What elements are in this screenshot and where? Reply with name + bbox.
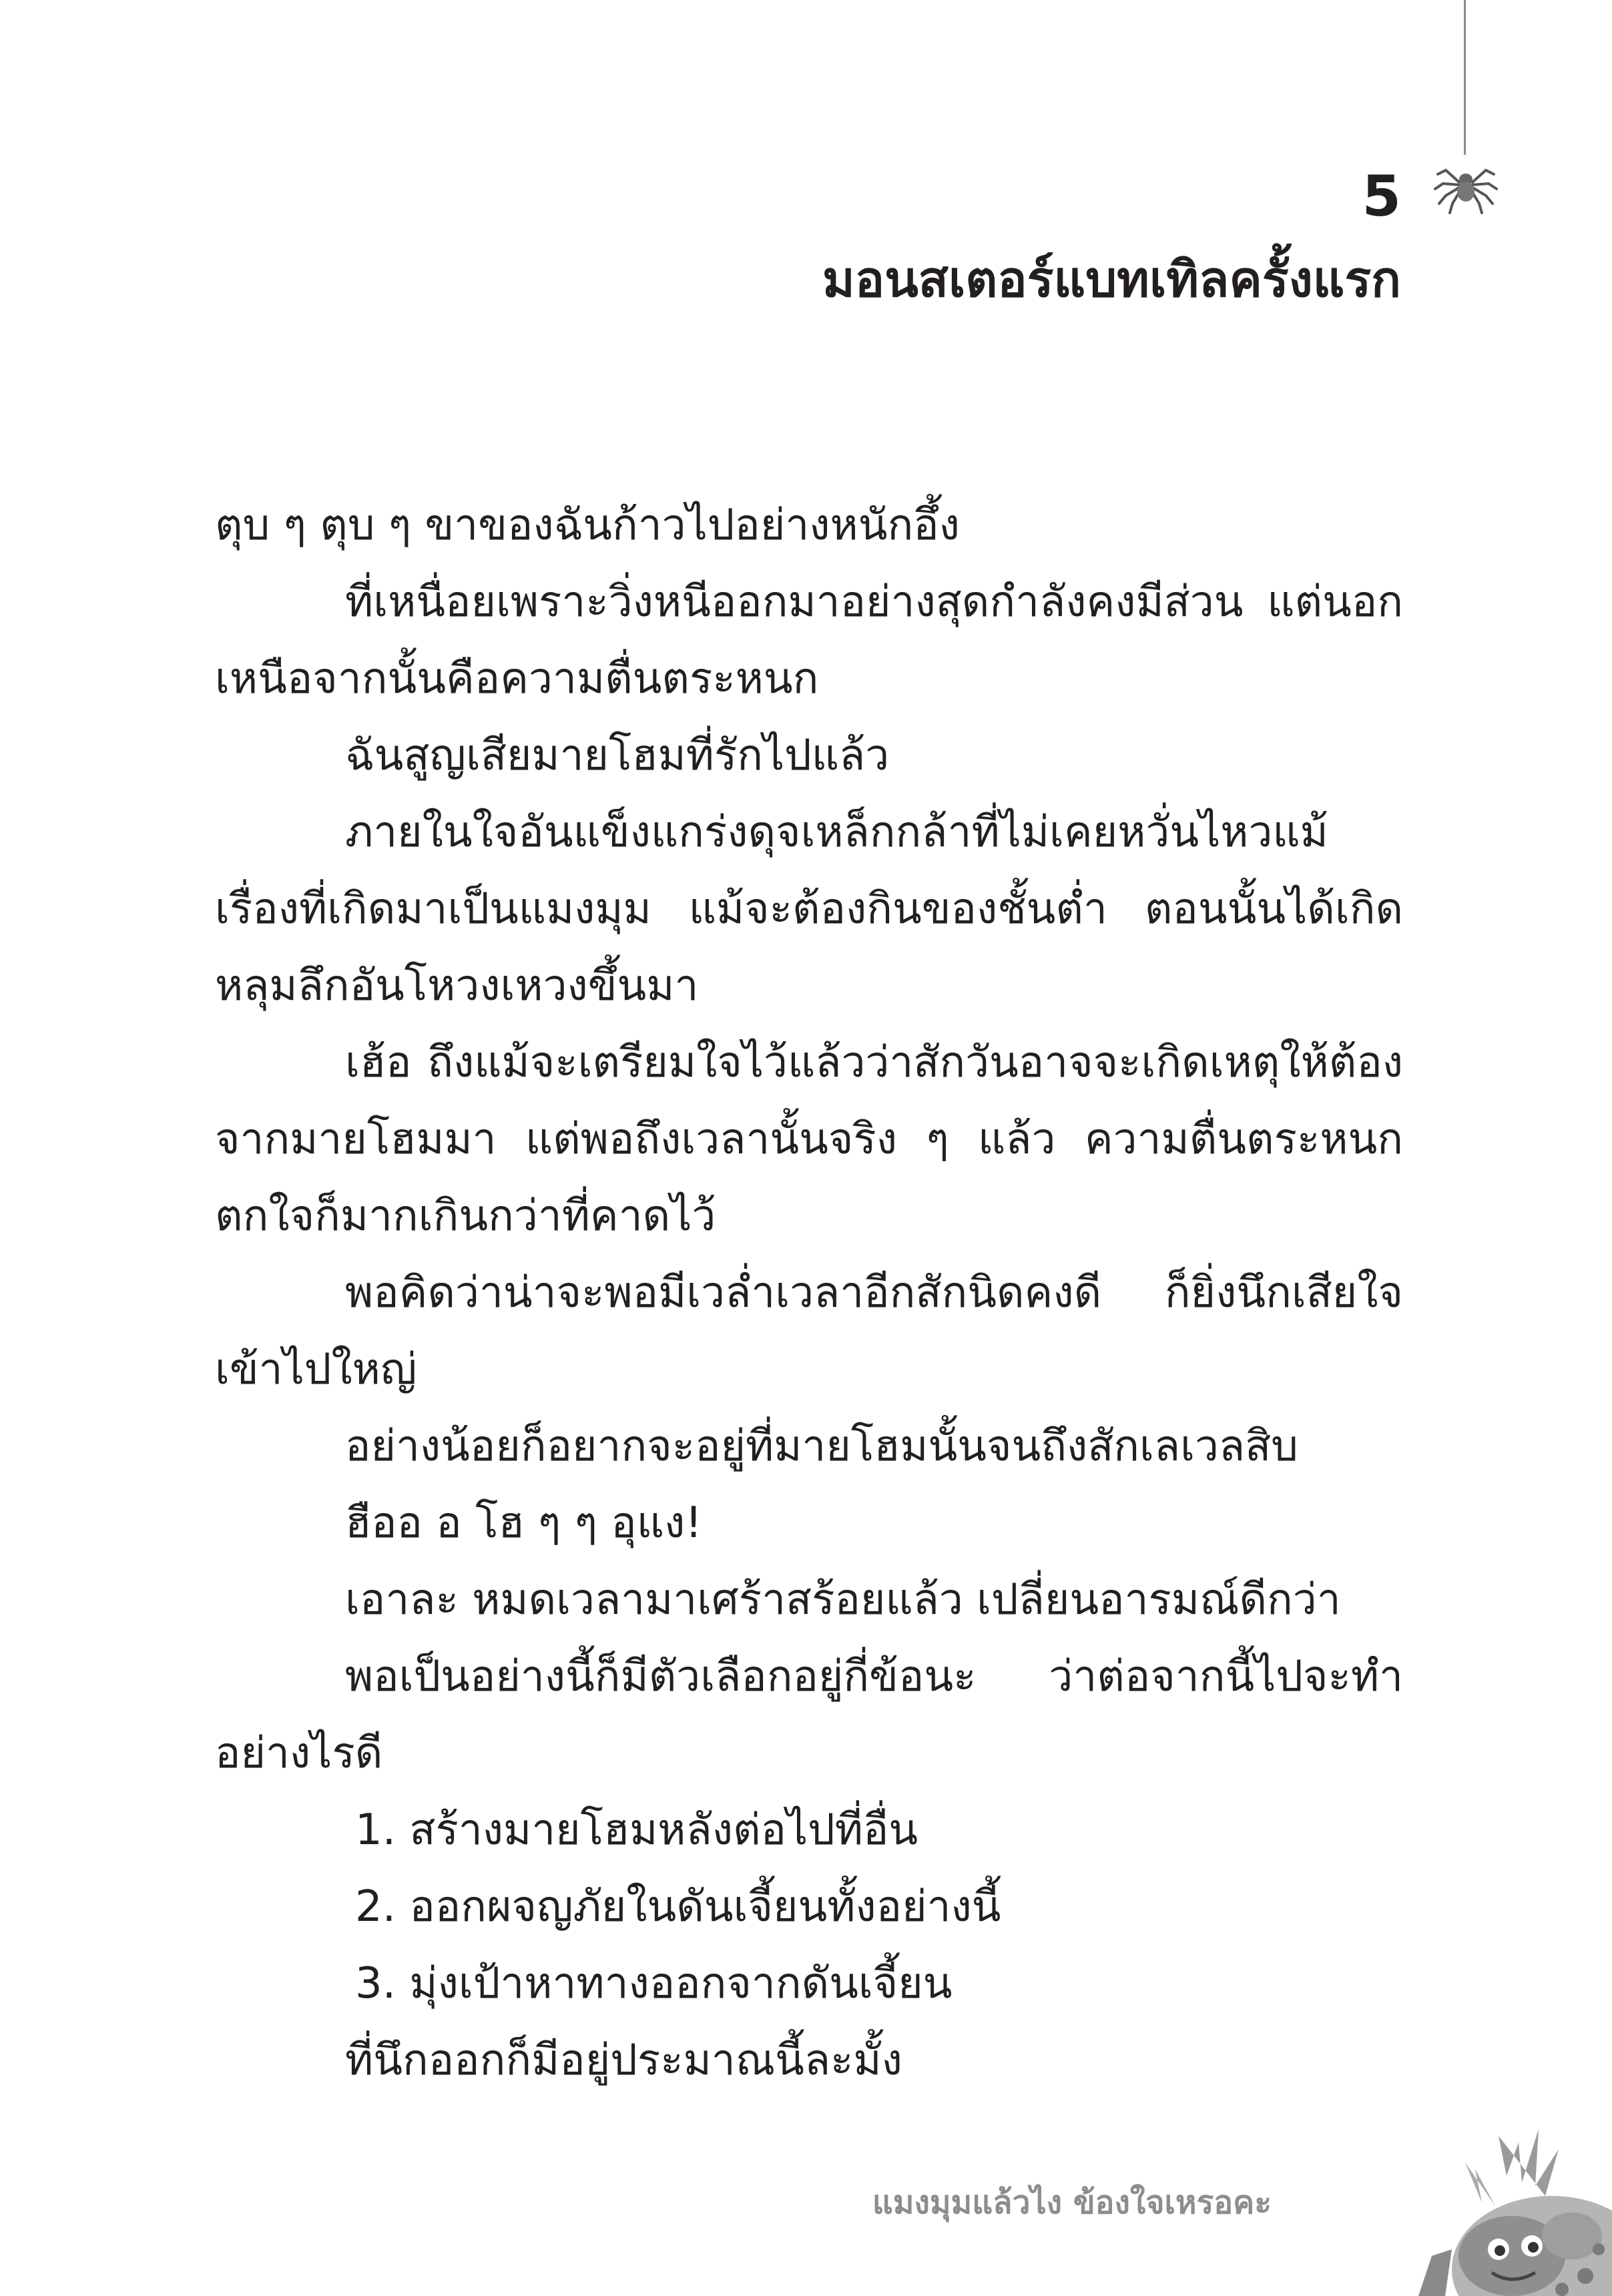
paragraph: พอเป็นอย่างนี้ก็มีตัวเลือกอยู่กี่ข้อนะ ว่าต่อจากนี้ไปจะทำอย่างไรดี [215,1652,1403,1778]
monster-illustration [1332,2122,1612,2296]
spider-icon [1432,150,1499,217]
paragraph: อย่างน้อยก็อยากจะอยู่ที่มายโฮมนั้นจนถึงสักเลเวลสิบ [345,1422,1298,1471]
paragraph: ตุบ ๆ ตุบ ๆ ขาของฉันก้าวไปอย่างหนักอึ้ง [215,501,960,550]
paragraph: ที่นึกออกก็มีอยู่ประมาณนี้ละมั้ง [345,2036,902,2085]
paragraph: ภายในใจอันแข็งแกร่งดุจเหล็กกล้าที่ไม่เคยหวั่นไหวแม้เรื่องที่เกิดมาเป็นแมงมุม แม้จะต้องกินของชั้นต่ำ ตอนนั้นได้เกิดหลุมลึกอันโหวงเหวงขึ้นมา [215,808,1403,1011]
spider-thread [1464,0,1466,155]
paragraph: ที่เหนื่อยเพราะวิ่งหนีออกมาอย่างสุดกำลังคงมีส่วน แต่นอกเหนือจากนั้นคือความตื่นตระหนก [215,577,1403,703]
chapter-body [215,487,1403,2099]
paragraph: ฉันสูญเสียมายโฮมที่รักไปแล้ว [345,731,890,780]
chapter-number: 5 [1362,164,1401,229]
paragraph: ฮืออ อ โฮ ๆ ๆ อุแง! [345,1498,702,1548]
list-item: 2. ออกผจญภัยในดันเจี้ยนทั้งอย่างนี้ [355,1882,1001,1932]
paragraph: พอคิดว่าน่าจะพอมีเวล่ำเวลาอีกสักนิดคงดี ก็ยิ่งนึกเสียใจเข้าไปใหญ่ [215,1268,1403,1394]
chapter-title: มอนสเตอร์แบทเทิลครั้งแรก [822,251,1401,308]
paragraph: เฮ้อ ถึงแม้จะเตรียมใจไว้แล้วว่าสักวันอาจจะเกิดเหตุให้ต้องจากมายโฮมมา แต่พอถึงเวลานั้นจริง ๆ แล้ว ความตื่นตระหนกตกใจก็มากเกินกว่าที่คาดไว้ [215,1038,1403,1241]
footer-book-title: แมงมุมแล้วไง ข้องใจเหรอคะ [872,2184,1272,2221]
list-item: 1. สร้างมายโฮมหลังต่อไปที่อื่น [355,1805,918,1855]
paragraph: เอาละ หมดเวลามาเศร้าสร้อยแล้ว เปลี่ยนอารมณ์ดีกว่า [345,1575,1341,1625]
list-item: 3. มุ่งเป้าหาทางออกจากดันเจี้ยน [355,1959,953,2008]
